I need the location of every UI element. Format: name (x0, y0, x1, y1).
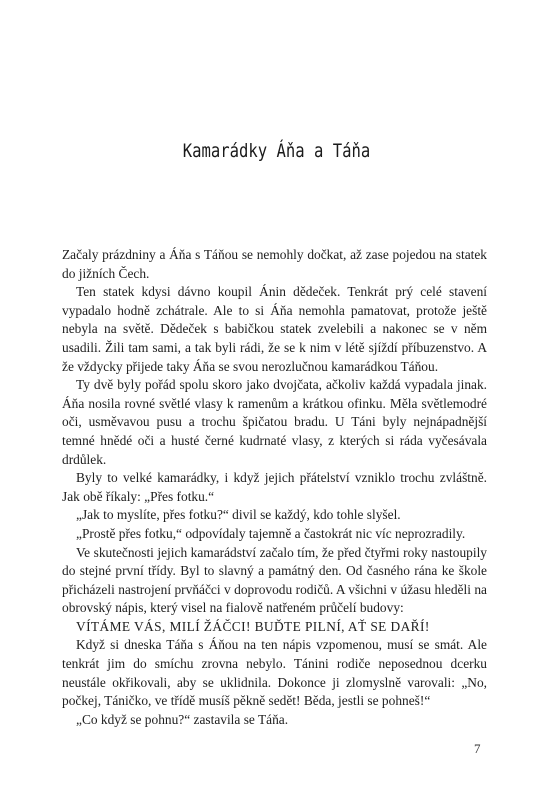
paragraph: Byly to velké kamarádky, i když jejich přátelství vzniklo trochu zvláštně. Jak obě říkaly: „Přes fotku.“ (62, 470, 487, 504)
page-number: 7 (474, 741, 481, 756)
paragraph: „Co když se pohnu?“ zastavila se Táňa. (76, 711, 289, 727)
school-sign-text: VÍTÁME VÁS, MILÍ ŽÁČCI! BUĎTE PILNÍ, AŤ SE DAŘÍ! (76, 618, 430, 634)
paragraph: Ten statek kdysi dávno koupil Ánin dědeček. Tenkrát prý celé stavení vypadalo hodně zchátrale. Ale to si Áňa nemohla pamatovat, protože ještě nebyla na světě. Dědeček s babičkou statek zvelebili a nakonec se v něm usadili. Žili tam sami, a tak byli rádi, že se k nim v létě sjíždí příbuzenstvo. A že vždycky přijede taky Áňa se svou nerozlučnou kamarádkou Táňou. (62, 284, 487, 374)
paragraph: Ty dvě byly pořád spolu skoro jako dvojčata, ačkoliv každá vypadala jinak. Áňa nosila rovné světlé vlasy k ramenům a krátkou ofinku. Měla světlemodré oči, usměvavou pusu a trochu špičatou bradu. U Táni byly nejnápadnější temné hnědé oči a husté černé kudrnaté vlasy, z kterých si ráda vyčesávala drdůlek. (62, 377, 487, 467)
paragraph: Když si dneska Táňa s Áňou na ten nápis vzpomenou, musí se smát. Ale tenkrát jim do smíchu zrovna nebylo. Tánini rodiče neposednou dcerku neustále okřikovali, aby se uklidnila. Dokonce ji zlomyslně varovali: „No, počkej, Táničko, ve třídě musíš pěkně sedět! Běda, jestli se pohneš!“ (62, 637, 487, 709)
chapter-title: Kamarádky Áňa a Táňa (182, 140, 371, 162)
paragraph: „Jak to myslíte, přes fotku?“ divil se každý, kdo tohle slyšel. (76, 507, 401, 523)
paragraph: Ve skutečnosti jejich kamarádství začalo tím, že před čtyřmi roky nastoupily do stejné první třídy. Byl to slavný a památný den. Od časného rána ke škole přicházeli nastrojení prvňáčci v doprovodu rodičů. A všichni v úžasu hleděli na obrovský nápis, který visel na fialově natřeném průčelí budovy: (62, 544, 487, 616)
paragraph: Začaly prázdniny a Áňa s Táňou se nemohly dočkat, až zase pojedou na statek do jižních Čech. (62, 247, 487, 281)
chapter-body (62, 246, 487, 729)
paragraph: „Prostě přes fotku,“ odpovídaly tajemně a častokrát nic víc neprozradily. (76, 525, 466, 541)
